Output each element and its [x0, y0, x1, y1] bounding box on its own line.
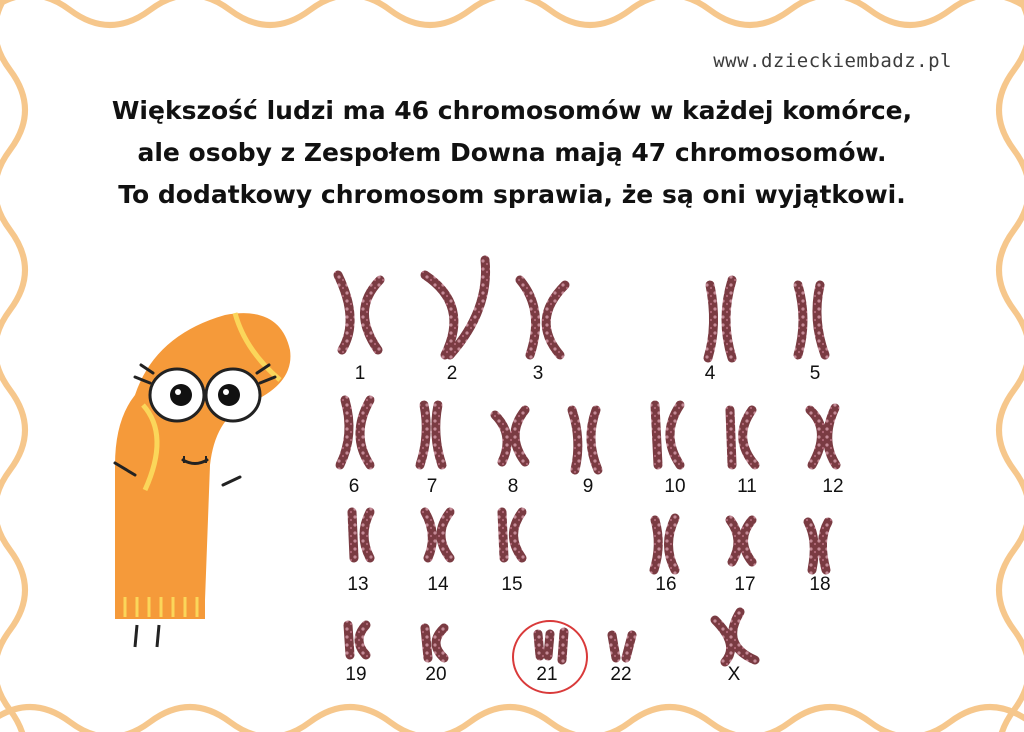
label-10: 10 [664, 476, 686, 497]
chromosome-19 [348, 625, 366, 655]
chromosome-drawings [320, 250, 880, 700]
chromosome-5 [798, 285, 825, 355]
mascot-leg-right [157, 625, 159, 647]
chromosome-mascot [95, 295, 305, 665]
chromosome-14 [425, 512, 450, 558]
chromosome-3 [520, 280, 565, 355]
headline-line-3: To dodatkowy chromosom sprawia, że są oni wyjątkowi. [118, 180, 906, 209]
label-16: 16 [655, 574, 677, 595]
chromosome-16 [654, 518, 675, 570]
chromosome-10 [655, 405, 680, 465]
label-20: 20 [425, 664, 447, 685]
label-11: 11 [737, 476, 757, 497]
label-9: 9 [582, 476, 594, 497]
label-3: 3 [532, 363, 544, 384]
chromosome-18 [808, 522, 828, 570]
website-url: www.dzieckiembadz.pl [713, 50, 952, 72]
chromosome-20 [425, 628, 444, 658]
chromosome-7 [420, 405, 442, 465]
mascot-leg-left [135, 625, 137, 647]
label-19: 19 [345, 664, 367, 685]
chromosome-22 [612, 635, 632, 658]
label-8: 8 [507, 476, 519, 497]
chromosome-13 [352, 512, 370, 558]
chromosome-8 [495, 410, 525, 462]
chromosome-x [715, 612, 755, 662]
chromosome-11 [730, 410, 755, 465]
headline-line-2: ale osoby z Zespołem Downa mają 47 chromosomów. [137, 138, 887, 167]
label-15: 15 [501, 574, 523, 595]
label-7: 7 [426, 476, 438, 497]
label-2: 2 [446, 363, 458, 384]
label-18: 18 [809, 574, 831, 595]
label-21: 21 [536, 664, 558, 685]
label-22: 22 [610, 664, 632, 685]
label-4: 4 [704, 363, 716, 384]
chromosome-1 [338, 275, 380, 350]
headline [0, 90, 1024, 216]
chromosome-6 [340, 400, 370, 465]
label-5: 5 [809, 363, 821, 384]
chromosome-4 [708, 280, 732, 358]
chromosome-12 [810, 408, 836, 465]
mascot-body [115, 313, 290, 600]
label-x: X [727, 664, 741, 685]
chromosome-15 [502, 512, 522, 558]
mascot-band-ribs [125, 597, 197, 617]
chromosome-9 [572, 410, 598, 470]
label-6: 6 [348, 476, 360, 497]
chromosome-17 [730, 520, 752, 562]
label-1: 1 [354, 363, 366, 384]
label-17: 17 [734, 574, 756, 595]
mascot-arm-right [223, 477, 240, 485]
label-13: 13 [347, 574, 369, 595]
label-14: 14 [427, 574, 449, 595]
label-12: 12 [822, 476, 844, 497]
headline-line-1: Większość ludzi ma 46 chromosomów w każdej komórce, [111, 96, 913, 125]
karyotype-chart [320, 250, 880, 700]
chromosome-2 [425, 260, 486, 355]
